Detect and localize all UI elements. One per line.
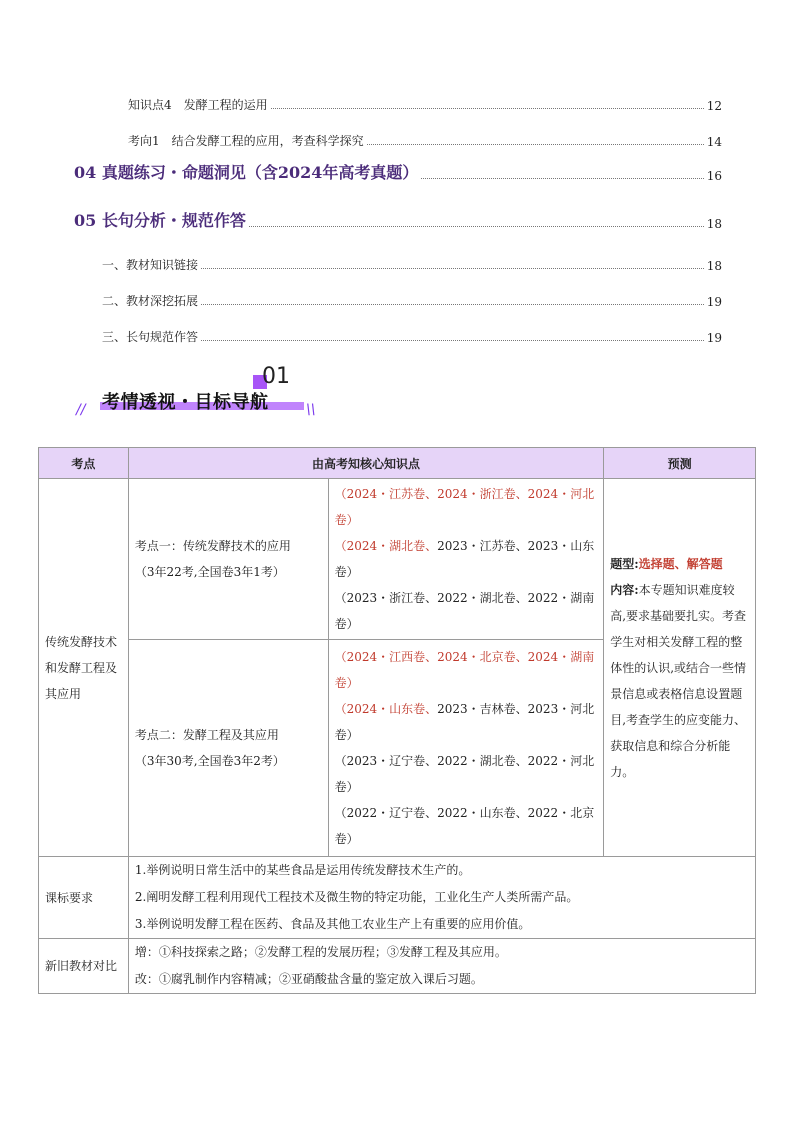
toc-page: 18 — [706, 217, 722, 231]
toc-leader — [367, 143, 704, 145]
comparison-items — [128, 939, 755, 994]
header-core-knowledge: 由高考知核心知识点 — [128, 448, 603, 479]
comparison-label: 新旧教材对比 — [39, 939, 129, 994]
kp1-cell — [128, 479, 328, 640]
slash-decoration: // — [76, 402, 86, 418]
toc-leader — [421, 177, 703, 179]
toc-leader — [201, 303, 704, 305]
toc-label: 知识点4 发酵工程的运用 — [128, 98, 268, 112]
toc-label: 考向1 结合发酵工程的应用，考查科学探究 — [128, 134, 364, 148]
kp1-src2-rest: 2023・江苏卷、2023・山东卷） — [334, 539, 595, 579]
toc-leader — [249, 225, 704, 227]
kp1-name: 考点一：传统发酵技术的应用 — [134, 539, 291, 553]
toc-leader — [201, 267, 704, 269]
toc-entry[interactable] — [102, 328, 722, 345]
table-row — [39, 479, 756, 640]
toc-entry[interactable] — [74, 208, 722, 231]
toc-label: 一、教材知识链接 — [102, 258, 199, 272]
curriculum-item: 2.阐明发酵工程利用现代工程技术及微生物的特定功能，工业化生产人类所需产品。 — [134, 890, 579, 904]
toc-leader — [271, 107, 704, 109]
toc-page: 18 — [706, 259, 722, 273]
content-value: 本专题知识难度较高,要求基础要扎实。考查学生对相关发酵工程的整体性的认识,或结合一些情景信息或表格信息设置题目,考查学生的应变能力、获取信息和综合分析能力。 — [610, 582, 747, 779]
table-header-row — [39, 448, 756, 479]
toc-label: 04 真题练习・命题洞见（含2024年高考真题） — [74, 163, 419, 182]
kp2-name: 考点二：发酵工程及其应用 — [134, 728, 279, 742]
kp2-src1: （2024・江西卷、2024・北京卷、2024・湖南卷） — [334, 650, 595, 690]
kp1-src2 — [335, 533, 598, 585]
toc-page: 12 — [706, 99, 722, 113]
toc-leader — [201, 339, 704, 341]
kp1-src1: （2024・江苏卷、2024・浙江卷、2024・河北卷） — [334, 487, 595, 527]
exam-analysis-table — [38, 447, 756, 994]
kp2-src2 — [335, 696, 598, 748]
backslash-decoration: \\ — [306, 402, 316, 418]
kp2-cell — [128, 640, 328, 857]
toc-entry[interactable] — [102, 256, 722, 273]
comparison-change: 改：①腐乳制作内容精减；②亚硝酸盐含量的鉴定放入课后习题。 — [134, 972, 483, 986]
toc-label: 二、教材深挖拓展 — [102, 294, 199, 308]
content-label: 内容: — [610, 582, 639, 597]
kp2-src4: （2022・辽宁卷、2022・山东卷、2022・北京卷） — [334, 806, 595, 846]
toc-label: 三、长句规范作答 — [102, 330, 199, 344]
kp2-src3: （2023・辽宁卷、2022・湖北卷、2022・河北卷） — [334, 754, 595, 794]
table-row — [39, 939, 756, 994]
curriculum-item: 3.举例说明发酵工程在医药、食品及其他工农业生产上有重要的应用价值。 — [134, 917, 531, 931]
prediction-cell — [604, 479, 756, 857]
kp1-sources — [328, 479, 604, 640]
table-row — [39, 857, 756, 939]
kp2-stat: （3年30考,全国卷3年2考） — [134, 754, 285, 768]
kp1-src3: （2023・浙江卷、2022・湖北卷、2022・湖南卷） — [334, 591, 595, 631]
kp1-stat: （3年22考,全国卷3年1考） — [134, 565, 285, 579]
toc-page: 16 — [706, 169, 722, 183]
kp2-src2-rest: 2023・吉林卷、2023・河北卷） — [334, 702, 595, 742]
banner-number: 01 — [262, 364, 290, 389]
toc-entry[interactable] — [74, 160, 722, 183]
toc-page: 14 — [706, 135, 722, 149]
toc-entry[interactable] — [128, 132, 722, 149]
banner-title: 考情透视・目标导航 — [102, 392, 269, 413]
curriculum-label: 课标要求 — [39, 857, 129, 939]
main-topic-cell: 传统发酵技术和发酵工程及其应用 — [39, 479, 129, 857]
header-kaodian: 考点 — [39, 448, 129, 479]
comparison-add: 增：①科技探索之路；②发酵工程的发展历程；③发酵工程及其应用。 — [134, 945, 507, 959]
header-prediction: 预测 — [604, 448, 756, 479]
toc-label: 05 长句分析・规范作答 — [74, 211, 246, 230]
kp1-src2-red: （2024・湖北卷、 — [334, 539, 438, 553]
kp2-sources — [328, 640, 604, 857]
toc-entry[interactable] — [102, 292, 722, 309]
toc-page: 19 — [706, 331, 722, 345]
curriculum-items — [128, 857, 755, 939]
kp2-src2-red: （2024・山东卷、 — [334, 702, 438, 716]
toc-entry[interactable] — [128, 96, 722, 113]
type-label: 题型: — [610, 556, 639, 571]
section-banner — [76, 364, 326, 428]
curriculum-item: 1.举例说明日常生活中的某些食品是运用传统发酵技术生产的。 — [134, 863, 471, 877]
toc-page: 19 — [706, 295, 722, 309]
type-value: 选择题、解答题 — [638, 556, 723, 571]
